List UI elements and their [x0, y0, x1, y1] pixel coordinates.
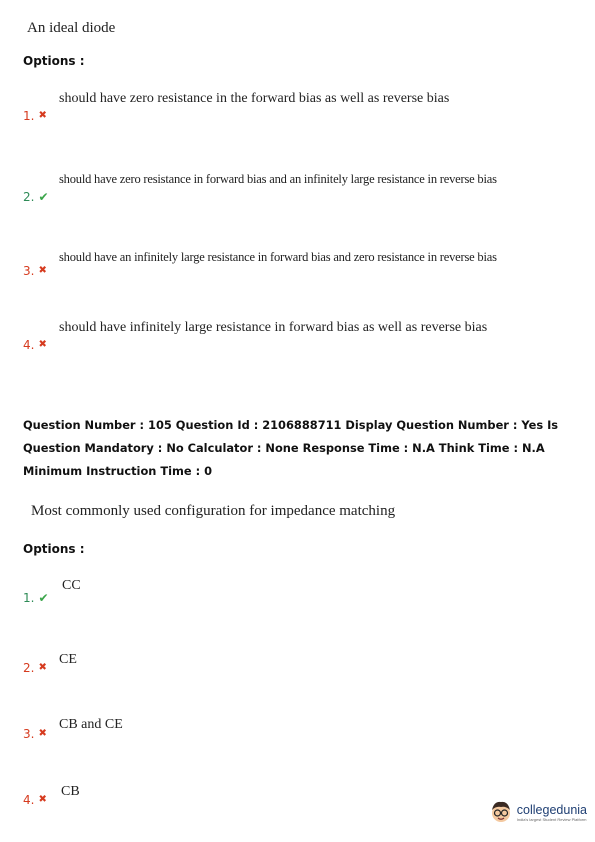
option-text: CE — [59, 652, 77, 667]
option-text: CB and CE — [59, 717, 123, 732]
option-number-label: 4. — [23, 338, 35, 352]
option-number-label: 3. — [23, 727, 35, 741]
option-text: CB — [61, 784, 80, 799]
question-text: Most commonly used configuration for impedance matching — [31, 503, 396, 519]
logo-name: collegedunia — [516, 802, 587, 817]
cross-icon: ✖ — [38, 265, 47, 276]
option-text: should have zero resistance in the forward bias as well as reverse bias — [59, 91, 450, 106]
cross-icon: ✖ — [38, 339, 47, 350]
option-number — [23, 264, 47, 278]
option-number-label: 1. — [23, 109, 35, 123]
check-icon: ✔ — [38, 190, 49, 204]
mascot-icon — [489, 799, 513, 825]
option-text: should have infinitely large resistance in forward bias as well as reverse bias — [59, 320, 488, 335]
cross-icon: ✖ — [38, 794, 47, 805]
cross-icon: ✖ — [38, 728, 47, 739]
option-number — [23, 793, 47, 807]
option-text: CC — [62, 578, 81, 593]
cross-icon: ✖ — [38, 110, 47, 121]
question-text: An ideal diode — [27, 20, 116, 36]
option-number-label: 1. — [23, 591, 35, 605]
option-number-label: 2. — [23, 661, 35, 675]
option-number — [23, 338, 47, 352]
option-number — [23, 727, 47, 741]
options-heading: Options : — [23, 542, 85, 556]
option-number-label: 4. — [23, 793, 35, 807]
option-text: should have an infinitely large resistance in forward bias and zero resistance in reverse bias — [59, 250, 497, 264]
option-number — [23, 190, 49, 204]
cross-icon: ✖ — [38, 662, 47, 673]
option-number — [23, 109, 47, 123]
question-meta: Question Number : 105 Question Id : 2106888711 Display Question Number : Yes Is Question Mandatory : No Calculator : None Response Time : N.A Think Time : N.A Minimum Instruction Time : 0 — [23, 418, 559, 478]
collegedunia-logo — [489, 799, 587, 825]
option-number-label: 2. — [23, 190, 35, 204]
option-number — [23, 591, 49, 605]
check-icon: ✔ — [38, 591, 49, 605]
option-text: should have zero resistance in forward bias and an infinitely large resistance in reverse bias — [59, 172, 497, 186]
options-heading: Options : — [23, 54, 85, 68]
option-number-label: 3. — [23, 264, 35, 278]
option-number — [23, 661, 47, 675]
logo-tagline: India's largest Student Review Platform — [516, 816, 587, 822]
